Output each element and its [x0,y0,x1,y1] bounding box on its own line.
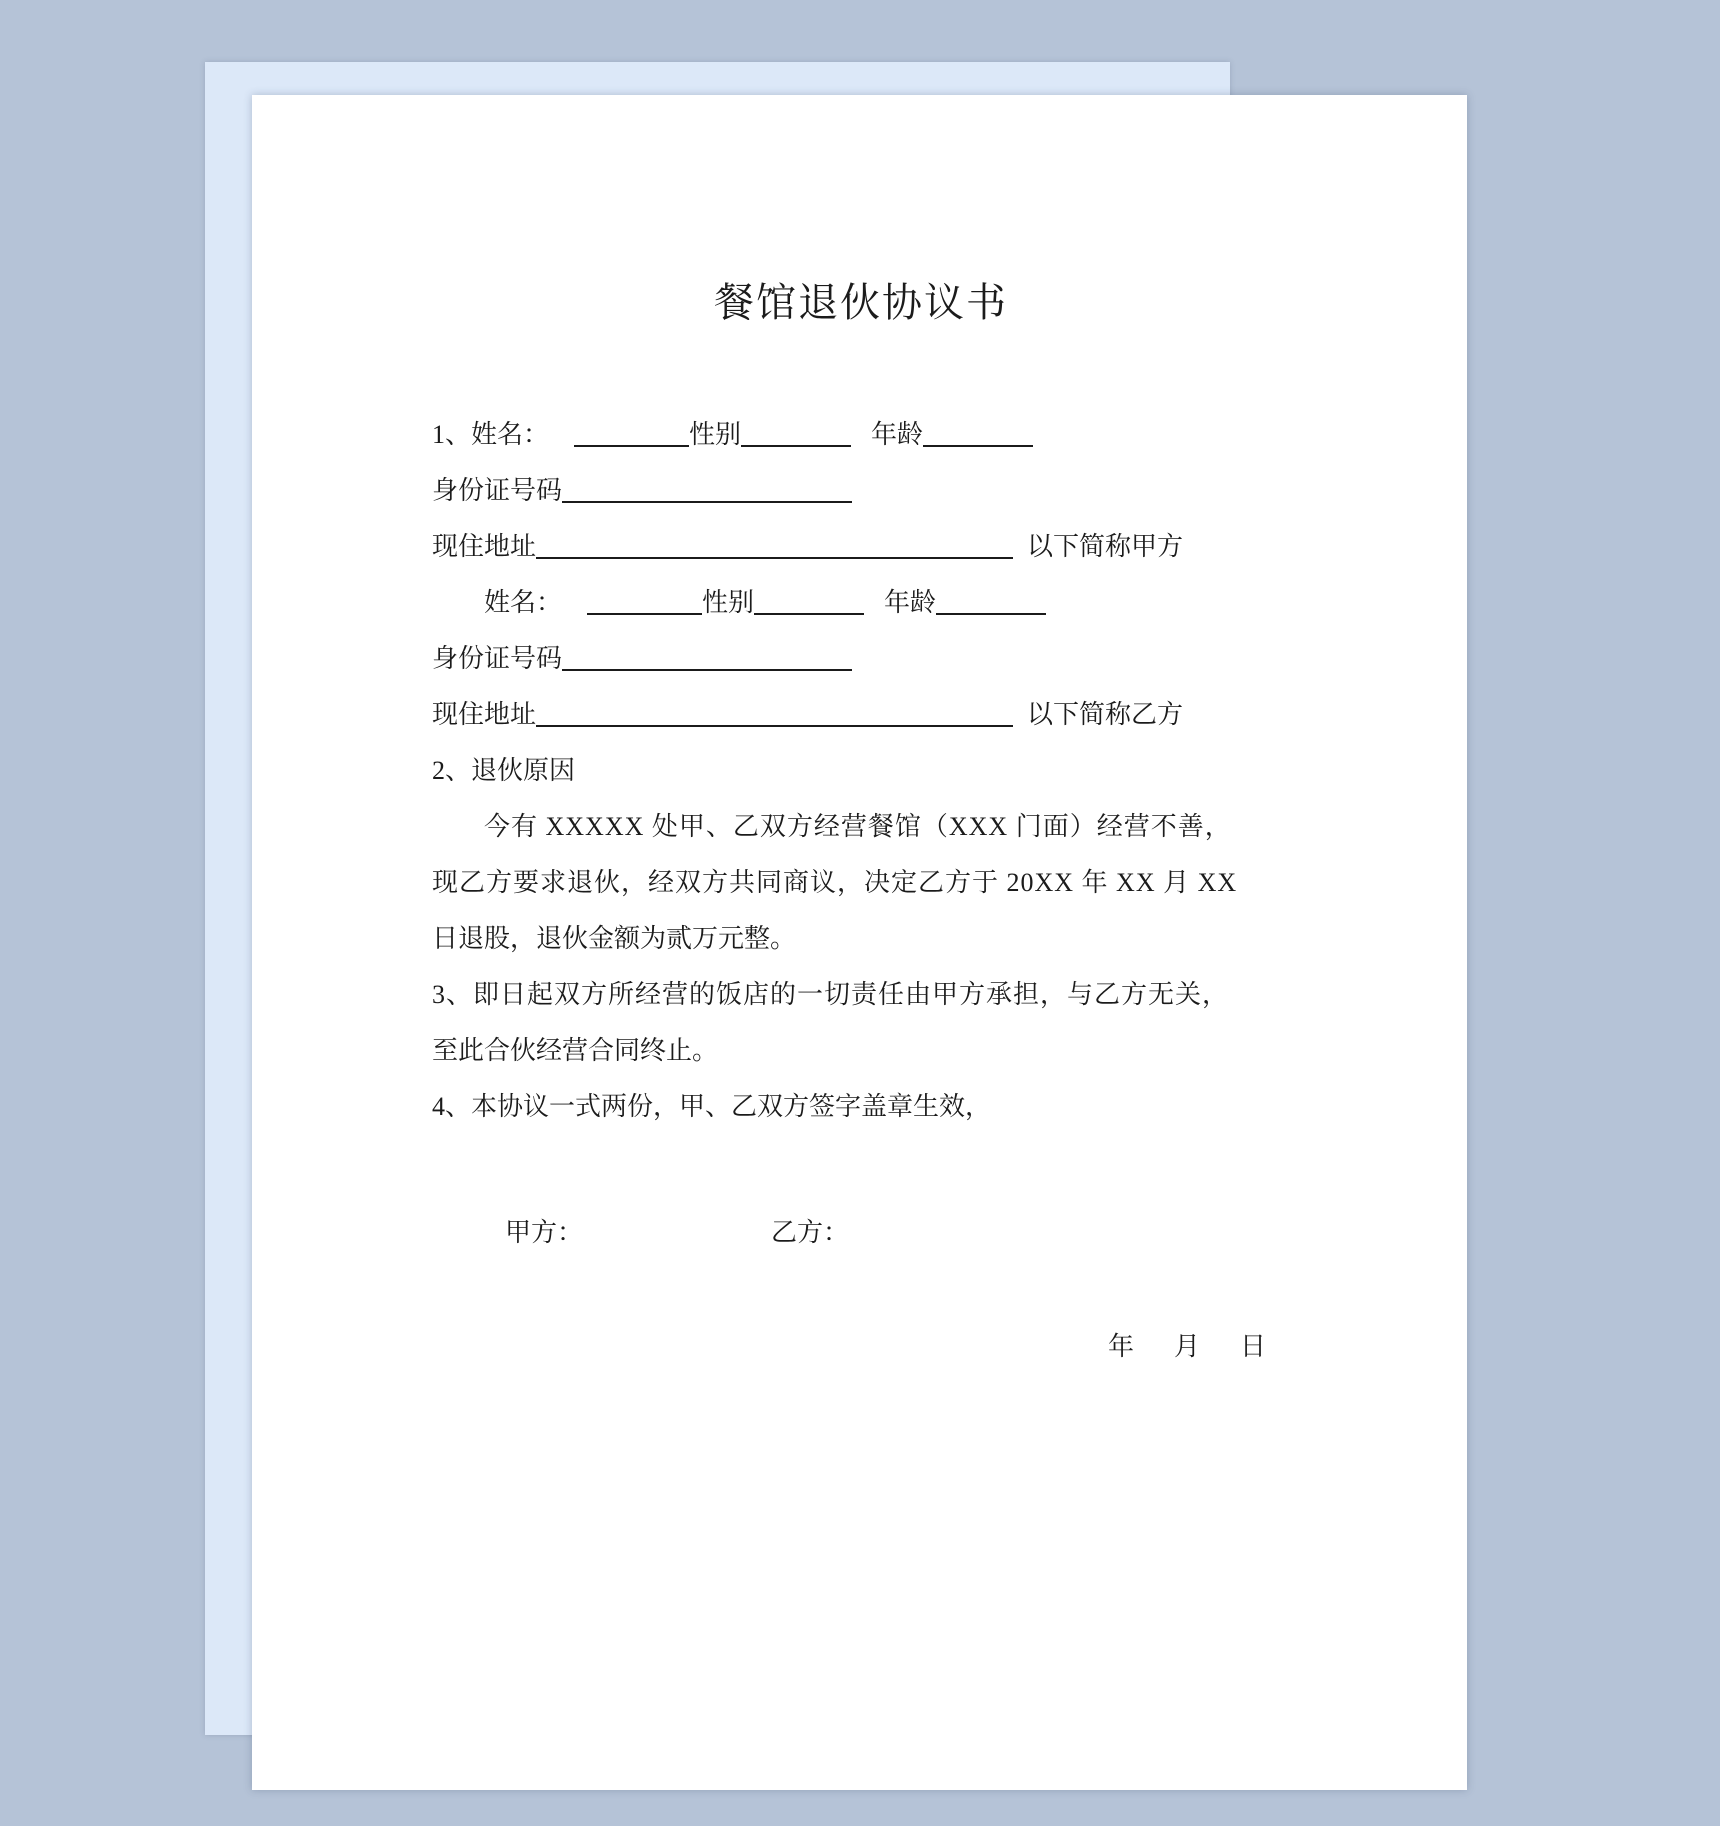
date-row [432,1319,1290,1375]
section2-paragraph-line: 今有 XXXXX 处甲、乙双方经营餐馆（XXX 门面）经营不善， [484,812,1232,841]
date-day-label: 日 [1239,1332,1266,1361]
date-year-label: 年 [1107,1332,1134,1361]
section2-heading: 2、退伙原因 [432,756,576,785]
party-a-age-label: 年龄 [871,420,924,449]
party-b-alias-note: 以下简称乙方 [1027,700,1184,729]
party-b-name-blank [587,593,702,615]
party-b-id-label: 身份证号码 [432,644,563,673]
party-b-address-line [432,687,1290,743]
party-a-gender-blank [741,425,851,447]
party-b-name-line [432,575,1290,631]
signature-row [432,1205,1290,1261]
party-b-gender-label: 性别 [702,588,755,617]
party-a-gender-label: 性别 [689,420,742,449]
document-page [252,95,1467,1790]
party-b-id-blank [562,649,852,671]
party-b-address-blank [536,705,1013,727]
document-title: 餐馆退伙协议书 [714,280,1008,325]
party-a-age-blank [923,425,1033,447]
party-b-address-label: 现住地址 [432,700,537,729]
party-a-address-blank [536,537,1013,559]
party-b-age-label: 年龄 [884,588,937,617]
section3-line: 至此合伙经营合同终止。 [432,1036,719,1065]
party-b-signature-label: 乙方： [771,1218,850,1247]
date-month-label: 月 [1173,1332,1200,1361]
party-a-signature-label: 甲方： [505,1218,584,1247]
party-a-id-line [432,463,1290,519]
party-a-alias-note: 以下简称甲方 [1027,532,1184,561]
party-a-id-blank [562,481,852,503]
party-b-name-label: 姓名： [484,588,563,617]
section4-line: 4、本协议一式两份，甲、乙双方签字盖章生效， [432,1092,992,1121]
party-a-name-label: 1、姓名： [432,420,550,449]
party-b-id-line [432,631,1290,687]
party-b-age-blank [936,593,1046,615]
party-a-name-blank [574,425,689,447]
party-b-gender-blank [754,593,864,615]
party-a-address-label: 现住地址 [432,532,537,561]
party-a-address-line [432,519,1290,575]
party-a-name-line [432,407,1290,463]
section2-paragraph-line: 现乙方要求退伙，经双方共同商议，决定乙方于 20XX 年 XX 月 XX [432,868,1238,897]
party-a-id-label: 身份证号码 [432,476,563,505]
section2-paragraph-line: 日退股，退伙金额为贰万元整。 [432,924,797,953]
section3-line: 3、即日起双方所经营的饭店的一切责任由甲方承担，与乙方无关， [432,980,1230,1009]
